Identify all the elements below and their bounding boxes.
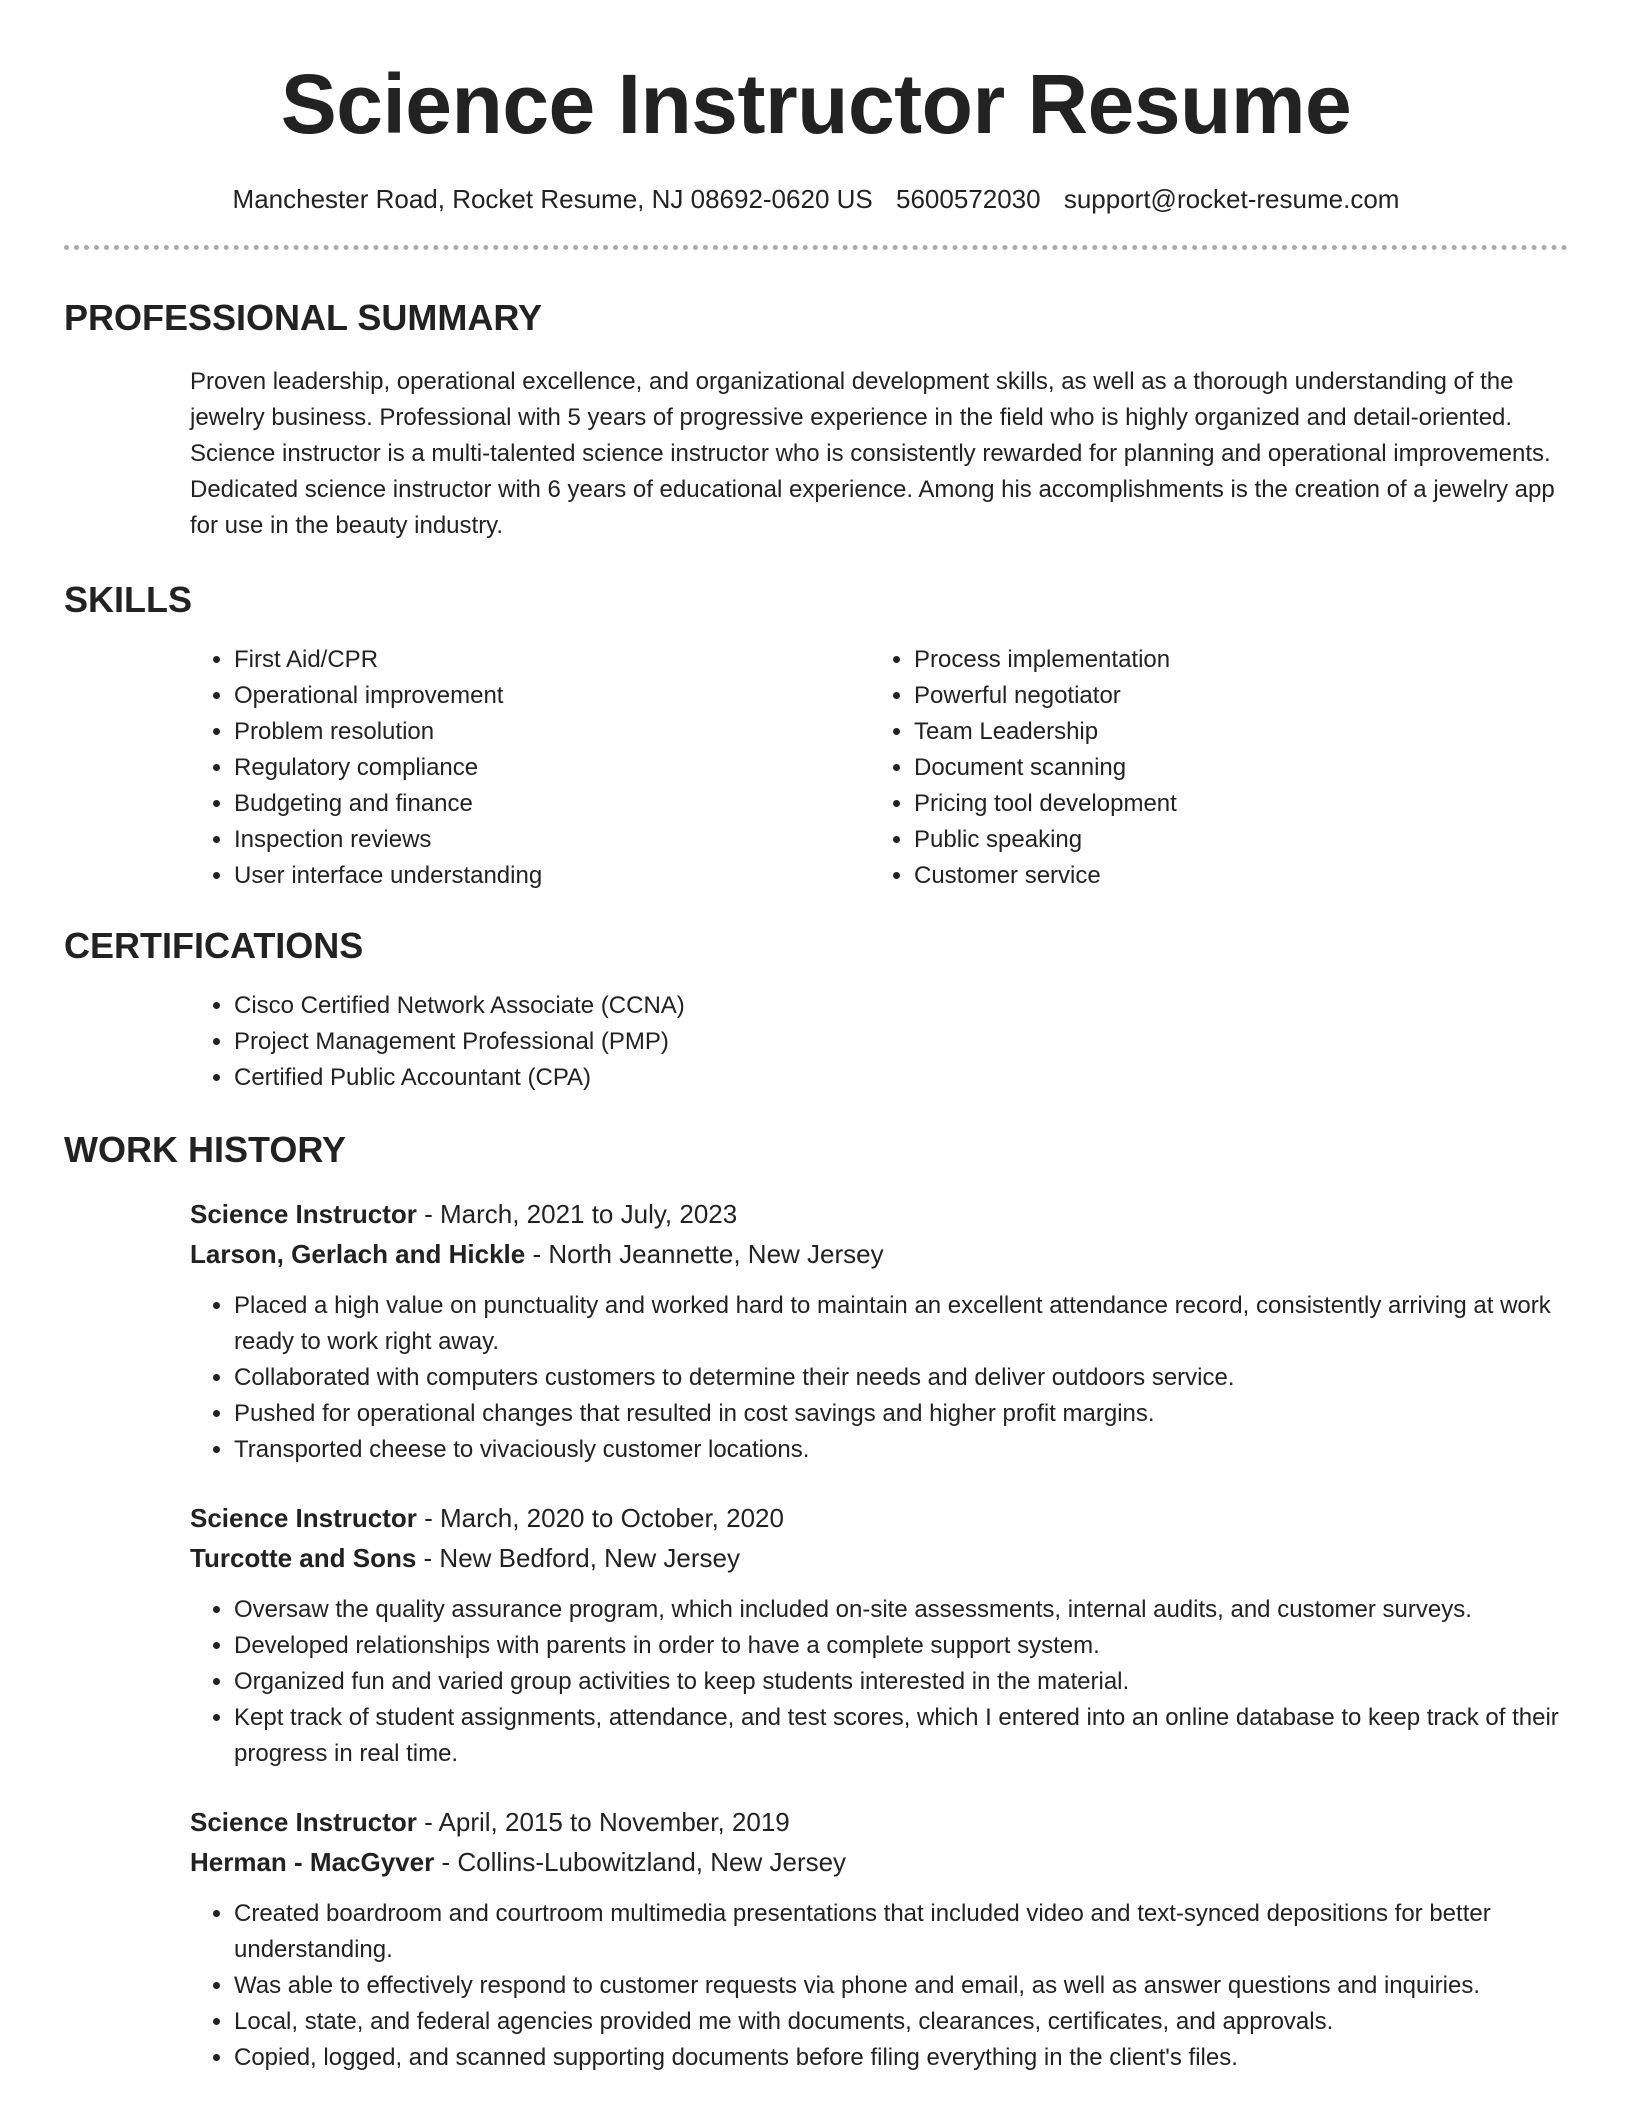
job-bullet: • Developed relationships with parents in order to have a complete support system.	[234, 1628, 1568, 1664]
skills-list-right	[870, 642, 1550, 894]
skill-item: • Team Leadership	[914, 714, 1550, 750]
job-bullet: • Oversaw the quality assurance program, which included on-site assessments, internal audits, and customer surveys.	[234, 1592, 1568, 1628]
job-dates: - March, 2021 to July, 2023	[416, 1199, 738, 1229]
job-company-line	[190, 1538, 1568, 1578]
job-bullets	[190, 1592, 1568, 1772]
skill-item: • User interface understanding	[234, 858, 870, 894]
job-bullet: • Was able to effectively respond to customer requests via phone and email, as well as answer questions and inquiries.	[234, 1968, 1568, 2004]
skill-item: • Budgeting and finance	[234, 786, 870, 822]
job-dates: - March, 2020 to October, 2020	[416, 1503, 784, 1533]
job-entry	[190, 1802, 1568, 2076]
contact-line	[64, 184, 1568, 215]
work-history-heading: WORK HISTORY	[64, 1129, 347, 1170]
job-title: Science Instructor	[190, 1503, 417, 1533]
job-bullet: • Kept track of student assignments, attendance, and test scores, which I entered into an online database to keep track of their progress in real time.	[234, 1700, 1568, 1772]
contact-email: support@rocket-resume.com	[1063, 184, 1400, 214]
skill-item: • Operational improvement	[234, 678, 870, 714]
skill-item: • Public speaking	[914, 822, 1550, 858]
job-location: - North Jeannette, New Jersey	[525, 1239, 884, 1269]
skills-list-left	[190, 642, 870, 894]
contact-phone: 5600572030	[895, 184, 1041, 214]
job-bullet: • Pushed for operational changes that resulted in cost savings and higher profit margins.	[234, 1396, 1568, 1432]
job-bullets	[190, 1288, 1568, 1468]
certifications-list-wrap	[190, 988, 1568, 1096]
skill-item: • Process implementation	[914, 642, 1550, 678]
job-dates: - April, 2015 to November, 2019	[416, 1807, 790, 1837]
job-bullet: • Organized fun and varied group activities to keep students interested in the material.	[234, 1664, 1568, 1700]
job-bullet: • Created boardroom and courtroom multimedia presentations that included video and text-synced depositions for better understanding.	[234, 1896, 1568, 1968]
job-company-line	[190, 1842, 1568, 1882]
summary-text: Proven leadership, operational excellence, and organizational development skills, as well as a thorough understanding of the jewelry business. Professional with 5 years of progressive experience in the field who is highly organized and detail-oriented. Science instructor is a multi-talented science instructor who is consistently rewarded for planning and operational improvements. Dedicated science instructor with 6 years of educational experience. Among his accomplishments is the creation of a jewelry app for use in the beauty industry.	[190, 368, 1555, 539]
work-history-section	[64, 1129, 1568, 2076]
certifications-section	[64, 925, 1568, 1096]
skills-section	[64, 579, 1568, 894]
certification-item: • Project Management Professional (PMP)	[234, 1024, 1568, 1060]
job-bullet: • Placed a high value on punctuality and worked hard to maintain an excellent attendance record, consistently arriving at work ready to work right away.	[234, 1288, 1568, 1360]
skills-column-left	[190, 642, 870, 894]
job-company: Herman - MacGyver	[190, 1847, 435, 1877]
skills-columns	[190, 642, 1568, 894]
skills-heading: SKILLS	[64, 579, 193, 620]
skill-item: • Customer service	[914, 858, 1550, 894]
job-location: - New Bedford, New Jersey	[416, 1543, 740, 1573]
job-bullet: • Copied, logged, and scanned supporting documents before filing everything in the client's files.	[234, 2040, 1568, 2076]
summary-section	[64, 297, 1568, 544]
certification-item: • Certified Public Accountant (CPA)	[234, 1060, 1568, 1096]
job-bullet: • Local, state, and federal agencies provided me with documents, clearances, certificates, and approvals.	[234, 2004, 1568, 2040]
jobs-list	[64, 1194, 1568, 2076]
job-title-line	[190, 1802, 1568, 1842]
job-company: Turcotte and Sons	[190, 1543, 417, 1573]
header-divider	[64, 245, 1568, 250]
job-company: Larson, Gerlach and Hickle	[190, 1239, 526, 1269]
skill-item: • Pricing tool development	[914, 786, 1550, 822]
job-title-line	[190, 1194, 1568, 1234]
summary-heading: PROFESSIONAL SUMMARY	[64, 297, 543, 338]
job-bullets	[190, 1896, 1568, 2076]
job-title: Science Instructor	[190, 1807, 417, 1837]
job-location: - Collins-Lubowitzland, New Jersey	[434, 1847, 847, 1877]
resume-title: Science Instructor Resume	[280, 57, 1352, 151]
job-bullet: • Collaborated with computers customers to determine their needs and deliver outdoors service.	[234, 1360, 1568, 1396]
skill-item: • Problem resolution	[234, 714, 870, 750]
certification-item: • Cisco Certified Network Associate (CCNA)	[234, 988, 1568, 1024]
job-entry	[190, 1194, 1568, 1468]
job-title-line	[190, 1498, 1568, 1538]
job-bullet: • Transported cheese to vivaciously customer locations.	[234, 1432, 1568, 1468]
job-entry	[190, 1498, 1568, 1772]
certifications-list	[190, 988, 1568, 1096]
skill-item: • Document scanning	[914, 750, 1550, 786]
skills-column-right	[870, 642, 1550, 894]
job-title: Science Instructor	[190, 1199, 417, 1229]
skill-item: • Inspection reviews	[234, 822, 870, 858]
contact-address: Manchester Road, Rocket Resume, NJ 08692-0620 US	[232, 184, 873, 214]
skill-item: • Regulatory compliance	[234, 750, 870, 786]
skill-item: • Powerful negotiator	[914, 678, 1550, 714]
skill-item: • First Aid/CPR	[234, 642, 870, 678]
certifications-heading: CERTIFICATIONS	[64, 925, 364, 966]
job-company-line	[190, 1234, 1568, 1274]
